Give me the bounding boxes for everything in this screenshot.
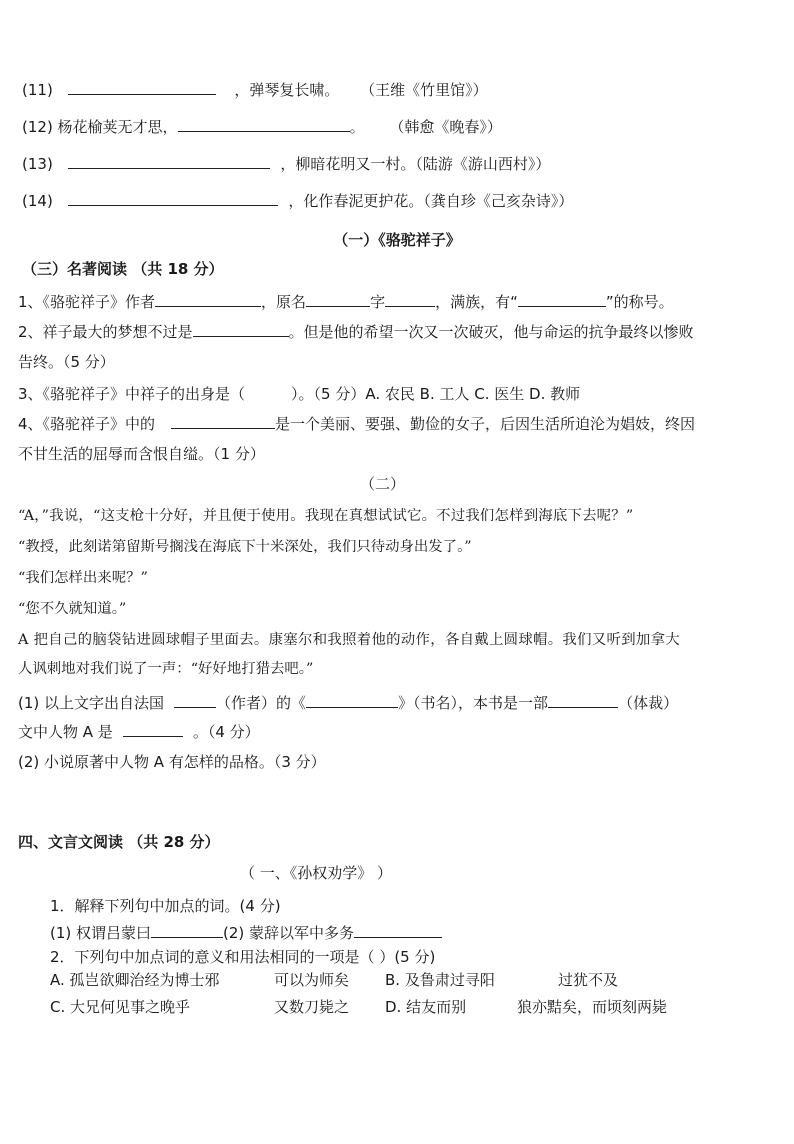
part2-question-1-cont — [18, 722, 260, 742]
author-blank[interactable] — [155, 292, 261, 307]
character-blank[interactable] — [171, 414, 275, 429]
option-a[interactable] — [50, 970, 220, 990]
answer-blank[interactable] — [68, 80, 216, 95]
poem-q13 — [22, 154, 550, 174]
title-blank[interactable] — [518, 292, 606, 307]
character-blank[interactable] — [123, 722, 183, 737]
answer-blank[interactable] — [178, 117, 350, 132]
courtesy-blank[interactable] — [385, 292, 435, 307]
q-text: 2、祥子最大的梦想不过是 — [18, 323, 193, 341]
question-4 — [18, 414, 695, 434]
poem-source: （韩愈《晚春》） — [389, 118, 502, 136]
q-text: 字 — [370, 293, 386, 311]
poem-line: ，柳暗花明又一村。 — [280, 155, 416, 173]
poem-line: ，弹琴复长啸。 — [234, 81, 340, 99]
answer-blank[interactable] — [151, 923, 223, 938]
genre-blank[interactable] — [548, 693, 618, 708]
question-4-cont: 不甘生活的屈辱而含恨自缢。（1 分） — [18, 445, 265, 463]
q-text: 。但是他的希望一次又一次破灭，他与命运的抗争最终以惨败 — [288, 323, 694, 341]
classical-question-1: 1．解释下列句中加点的词。(4 分) — [50, 897, 281, 915]
question-3 — [18, 384, 580, 404]
q-text: （作者）的《 — [216, 694, 307, 712]
poem-line: ，化作春泥更护花。 — [288, 192, 424, 210]
part1-title: （一）《骆驼祥子》 — [333, 231, 461, 249]
q-text: (1) 权谓吕蒙曰 — [50, 924, 152, 942]
passage-para-3: “我们怎样出来呢？” — [18, 570, 148, 586]
poem-source: （龚自珍《己亥杂诗》） — [423, 192, 574, 210]
passage-para-4: “您不久就知道。” — [18, 601, 127, 617]
poem-source: （王维《竹里馆》） — [360, 81, 488, 99]
part2-question-1 — [18, 693, 678, 713]
section-heading: （三）名著阅读 （共 18 分） — [22, 260, 224, 278]
q-text: 4、《骆驼祥子》中的 — [18, 415, 156, 433]
passage-para-2: “教授，此刻诺第留斯号搁浅在海底下十米深处，我们只待动身出发了。” — [18, 539, 472, 555]
q-text: ”的称号。 — [605, 293, 674, 311]
poem-line: (12) 杨花榆荚无才思， — [22, 118, 178, 136]
option-a-compare: 可以为师矣 — [274, 971, 350, 989]
q-number: (11) — [22, 81, 53, 99]
q-text: 文中人物 A 是 — [18, 723, 113, 741]
option-b[interactable]: B. 及鲁肃过寻阳 — [385, 971, 495, 989]
option-b-compare: 过犹不及 — [558, 971, 619, 989]
section-heading: 四、文言文阅读 （共 28 分） — [18, 833, 220, 851]
poem-q12 — [22, 117, 502, 137]
question-2-cont: 告终。（5 分） — [18, 353, 115, 371]
part4-title: （ 一、《孙权劝学》 ） — [240, 864, 393, 882]
q-text: 3、《骆驼祥子》中祥子的出身是（ — [18, 385, 246, 403]
q-text: 1、《骆驼祥子》作者 — [18, 293, 156, 311]
passage-para-5: A 把自己的脑袋钻进圆球帽子里面去。康塞尔和我照着他的动作，各自戴上圆球帽。我们又听到加拿大 — [18, 632, 680, 648]
name-blank[interactable] — [306, 292, 370, 307]
passage-para-1: “A，”我说，“这支枪十分好，并且便于使用。我现在真想试试它。不过我们怎样到海底下去呢？” — [18, 508, 634, 524]
option-c-compare: 又数刀毙之 — [274, 998, 350, 1016]
option-d-compare: 狼亦黠矣，而顷刻两毙 — [517, 998, 668, 1016]
answer-blank[interactable] — [354, 923, 442, 938]
q-text: 。（4 分） — [192, 723, 260, 741]
q-text: ，原名 — [261, 293, 307, 311]
option-d[interactable]: D. 结友而别 — [385, 998, 467, 1016]
q-text: ）。（5 分）A. 农民 B. 工人 C. 医生 D. 教师 — [291, 385, 581, 403]
author-blank[interactable] — [174, 693, 216, 708]
dream-blank[interactable] — [193, 322, 289, 337]
poem-line-end: 。 — [349, 118, 365, 136]
question-2 — [18, 322, 694, 342]
q-text: (2) 蒙辞以军中多务 — [223, 924, 355, 942]
q-text: ，满族，有“ — [435, 293, 518, 311]
classical-question-1-items — [50, 923, 442, 943]
question-1 — [18, 292, 674, 312]
answer-blank[interactable] — [68, 154, 270, 169]
book-blank[interactable] — [306, 693, 398, 708]
classical-question-2: 2．下列句中加点词的意义和用法相同的一项是（ ）(5 分) — [50, 948, 436, 966]
poem-q11 — [22, 80, 488, 100]
part2-title: （二） — [360, 475, 406, 493]
poem-q14 — [22, 191, 573, 211]
q-text: 是一个美丽、要强、勤俭的女子，后因生活所迫沦为娼妓，终因 — [275, 415, 696, 433]
option-text: A. 孤岂欲卿治经为博士邪 — [50, 971, 220, 989]
q-text: 》（书名），本书是一部 — [398, 694, 549, 712]
part2-question-2: (2) 小说原著中人物 A 有怎样的品格。（3 分） — [18, 753, 326, 771]
passage-para-5-cont: 人讽刺地对我们说了一声：“好好地打猎去吧。” — [18, 661, 314, 677]
q-text: (1) 以上文字出自法国 — [18, 694, 165, 712]
answer-blank[interactable] — [68, 191, 278, 206]
option-c[interactable]: C. 大兄何见事之晚乎 — [50, 998, 191, 1016]
q-number: (13) — [22, 155, 53, 173]
poem-source: （陆游《游山西村》） — [415, 155, 551, 173]
q-text: （体裁） — [618, 694, 679, 712]
q-number: (14) — [22, 192, 53, 210]
